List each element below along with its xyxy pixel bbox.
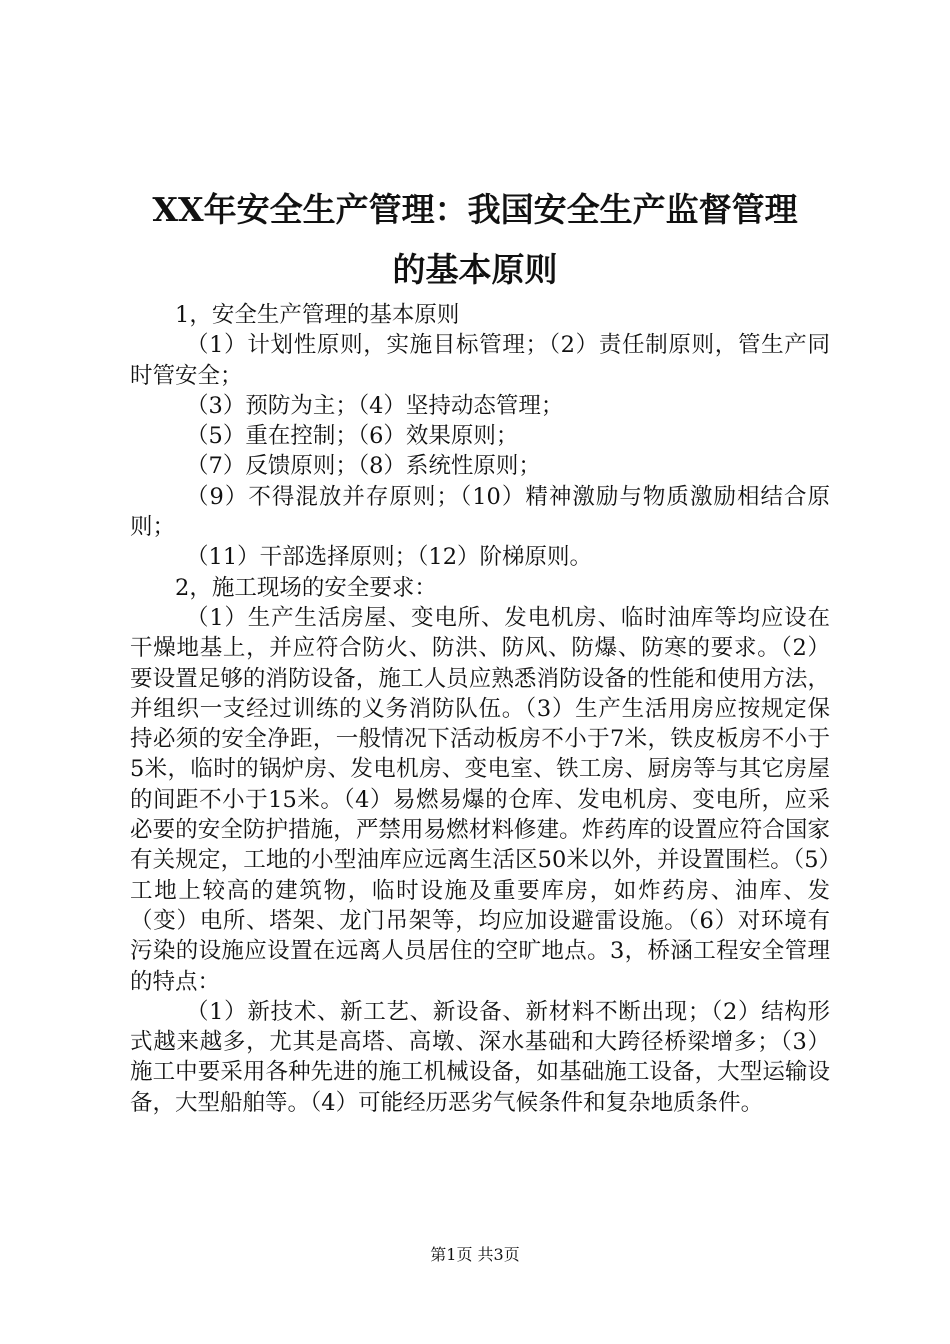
paragraph: （1）新技术、新工艺、新设备、新材料不断出现；（2）结构形式越来越多，尤其是高塔、高墩、深水基础和大跨径桥梁增多；（3）施工中要采用各种先进的施工机械设备，如基础施工设备，大型运输设备，大型船舶等。（4）可能经历恶劣气候条件和复杂地质条件。 bbox=[130, 998, 830, 1116]
paragraph: （1）计划性原则，实施目标管理；（2）责任制原则，管生产同时管安全； bbox=[130, 332, 830, 389]
paragraph: （1）生产生活房屋、变电所、发电机房、临时油库等均应设在干燥地基上，并应符合防火、防洪、防风、防爆、防寒的要求。（2）要设置足够的消防设备，施工人员应熟悉消防设备的性能和使用方法，并组织一支经过训练的义务消防队伍。（3）生产生活用房应按规定保持必须的安全净距，一般情况下活动板房不小于7米，铁皮板房不小于5米，临时的锅炉房、发电机房、变电室、铁工房、厨房等与其它房屋的间距不小于15米。（4）易燃易爆的仓库、发电机房、变电所，应采必要的安全防护措施，严禁用易燃材料修建。炸药库的设置应符合国家有关规定，工地的小型油库应远离生活区50米以外，并设置围栏。（5）工地上较高的建筑物，临时设施及重要库房，如炸药房、油库、发（变）电所、塔架、龙门吊架等，均应加设避雷设施。（6）对环境有污染的设施应设置在远离人员居住的空旷地点。3，桥涵工程安全管理的特点： bbox=[130, 604, 830, 995]
document-title-line-2: 的基本原则 bbox=[392, 250, 558, 289]
document-title-line-1: XX年安全生产管理：我国安全生产监督管理 bbox=[152, 190, 798, 229]
section-heading-2: 2，施工现场的安全要求： bbox=[175, 574, 437, 601]
section-heading-1: 1，安全生产管理的基本原则 bbox=[175, 302, 460, 328]
paragraph: （9）不得混放并存原则；（10）精神激励与物质激励相结合原则； bbox=[130, 483, 830, 541]
paragraph: （11）干部选择原则；（12）阶梯原则。 bbox=[186, 544, 593, 571]
paragraph: （7）反馈原则；（8）系统性原则； bbox=[186, 453, 541, 480]
page-footer: 第1页 共3页 bbox=[430, 1245, 520, 1264]
paragraph: （5）重在控制；（6）效果原则； bbox=[186, 423, 519, 450]
document-body bbox=[130, 300, 830, 1118]
paragraph: （3）预防为主；（4）坚持动态管理； bbox=[186, 392, 564, 419]
